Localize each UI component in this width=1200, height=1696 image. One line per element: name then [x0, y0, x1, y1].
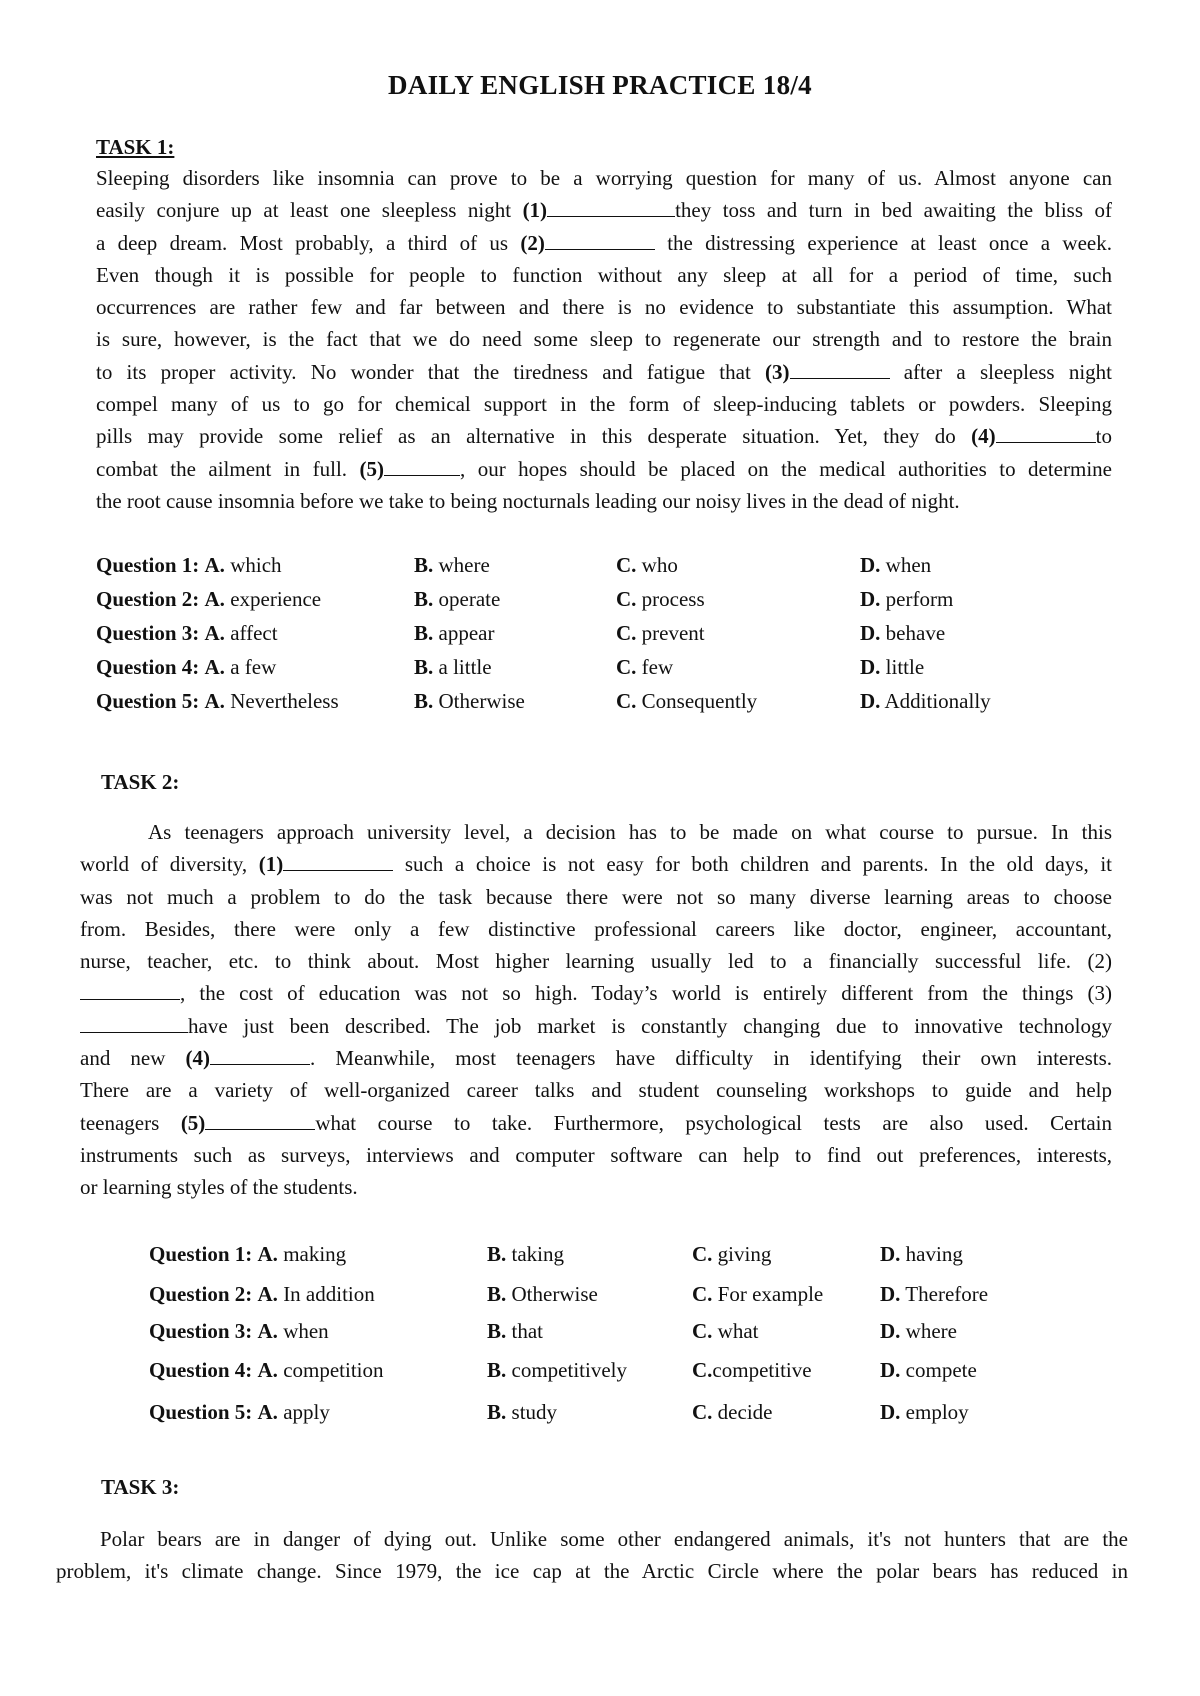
option-d[interactable]	[860, 617, 1050, 651]
option-text: Therefore	[905, 1281, 989, 1306]
option-d[interactable]	[880, 1392, 1060, 1432]
option-letter: A.	[204, 587, 225, 612]
passage-text: Sleeping disorders like insomnia can prove to be a worrying question for many of us. Almost anyone can	[96, 166, 1112, 190]
option-letter: A.	[257, 1399, 278, 1424]
option-text: competitively	[511, 1358, 627, 1382]
task1-line	[96, 162, 1112, 194]
passage-text: to its proper activity. No wonder that the tiredness and fatigue that	[96, 359, 766, 384]
option-d[interactable]	[860, 583, 1050, 617]
answer-blank[interactable]	[384, 457, 460, 476]
option-text: where	[438, 553, 490, 578]
option-b[interactable]	[414, 684, 616, 718]
blank-number: (5)	[359, 456, 384, 481]
option-text: when	[885, 553, 932, 578]
option-text: behave	[885, 620, 946, 645]
option-text: affect	[230, 620, 278, 645]
passage-text: a deep dream. Most probably, a third of us	[96, 230, 521, 255]
answer-blank[interactable]	[790, 360, 890, 379]
option-a[interactable]	[96, 583, 414, 617]
task2-line	[80, 945, 1112, 977]
question-number: Question 2:	[149, 1281, 253, 1306]
passage-text: Even though it is possible for people to function without any sleep at all for a period of time, such	[96, 262, 1112, 287]
option-d[interactable]	[860, 549, 1050, 583]
option-d[interactable]	[880, 1234, 1060, 1274]
option-text: what	[717, 1319, 759, 1343]
option-text: having	[905, 1241, 963, 1266]
option-text: when	[283, 1319, 329, 1343]
option-a[interactable]	[149, 1392, 487, 1432]
option-text: who	[641, 553, 678, 578]
option-text: appear	[438, 620, 495, 645]
option-text: Additionally	[884, 688, 991, 713]
question-number: Question 3:	[149, 1319, 253, 1343]
option-text: which	[230, 553, 282, 578]
option-letter: A.	[257, 1358, 278, 1382]
option-c[interactable]	[692, 1274, 880, 1314]
question-row	[149, 1314, 1060, 1349]
option-d[interactable]	[860, 684, 1050, 718]
option-letter: D.	[880, 1241, 901, 1266]
question-row	[149, 1349, 1060, 1392]
task2-line	[80, 848, 1112, 880]
option-d[interactable]	[860, 650, 1050, 684]
option-text: study	[511, 1399, 558, 1424]
option-letter: B.	[487, 1399, 507, 1424]
option-text: a little	[438, 654, 492, 679]
task1-line	[96, 227, 1112, 259]
option-text: few	[641, 654, 674, 679]
option-text: prevent	[641, 620, 705, 645]
option-text: In addition	[283, 1281, 375, 1306]
passage-text: from. Besides, there were only a few distinctive professional careers like doctor, engineer, accountant,	[80, 916, 1112, 941]
option-letter: C.	[692, 1319, 713, 1343]
passage-text: nurse, teacher, etc. to think about. Most higher learning usually led to a financially successful life. (2)	[80, 949, 1112, 974]
blank-number: (1)	[522, 198, 548, 223]
option-text: that	[511, 1319, 544, 1343]
answer-blank[interactable]	[547, 198, 675, 217]
option-letter: C.	[616, 587, 637, 612]
option-text: decide	[717, 1399, 773, 1424]
answer-blank[interactable]	[205, 1111, 315, 1130]
task1-line	[96, 388, 1112, 420]
task2-line	[80, 1107, 1112, 1139]
option-letter: C.	[692, 1281, 713, 1306]
passage-text: the root cause insomnia before we take to being nocturnals leading our noisy lives in the dead of night.	[96, 488, 960, 513]
option-text: For example	[717, 1281, 824, 1306]
passage-text: combat the ailment in full.	[96, 456, 360, 481]
question-row	[149, 1274, 1060, 1314]
passage-text: compel many of us to go for chemical support in the form of sleep-inducing tablets or powders. Sleeping	[96, 392, 1112, 417]
task2-line	[80, 881, 1112, 913]
blank-number: (4)	[185, 1046, 211, 1071]
passage-text: There are a variety of well-organized career talks and student counseling workshops to guide and help	[80, 1078, 1112, 1103]
question-number: Question 5:	[96, 688, 200, 713]
task3-passage	[56, 1523, 1128, 1588]
question-row	[96, 617, 1050, 651]
blank-number: (3)	[765, 359, 790, 384]
option-letter: D.	[860, 688, 881, 713]
option-c[interactable]	[692, 1392, 880, 1432]
question-number: Question 5:	[149, 1399, 253, 1424]
option-text: Otherwise	[511, 1281, 598, 1306]
option-letter: C.	[616, 654, 637, 679]
option-letter: B.	[487, 1319, 507, 1343]
passage-text: . Meanwhile, most teenagers have difficulty in identifying their own interests.	[310, 1046, 1112, 1071]
option-letter: D.	[880, 1399, 901, 1424]
option-a[interactable]	[96, 549, 414, 583]
question-number: Question 1:	[96, 553, 200, 578]
option-c[interactable]	[692, 1234, 880, 1274]
passage-text: such a choice is not easy for both children and parents. In the old days, it	[393, 852, 1112, 877]
task1-line	[96, 420, 1112, 452]
question-number: Question 1:	[149, 1241, 253, 1266]
option-a[interactable]	[149, 1349, 487, 1392]
task1-line	[96, 453, 1112, 485]
option-letter: D.	[880, 1358, 901, 1382]
question-number: Question 4:	[96, 654, 200, 679]
task2-line	[80, 1139, 1112, 1171]
option-b[interactable]	[487, 1234, 692, 1274]
task2-label: TASK 2:	[101, 770, 180, 794]
option-letter: B.	[414, 688, 434, 713]
option-b[interactable]	[414, 650, 616, 684]
option-b[interactable]	[414, 549, 616, 583]
option-a[interactable]	[149, 1234, 487, 1274]
option-a[interactable]	[96, 617, 414, 651]
passage-text: they toss and turn in bed awaiting the bliss of	[675, 198, 1112, 223]
option-c[interactable]	[616, 549, 860, 583]
option-c[interactable]	[616, 583, 860, 617]
option-letter: C.	[616, 553, 637, 578]
option-text: a few	[230, 654, 277, 679]
option-text: employ	[905, 1399, 969, 1424]
passage-text: to	[1095, 424, 1112, 449]
passage-text: have just been described. The job market is constantly changing due to innovative technology	[188, 1013, 1112, 1038]
question-row	[149, 1392, 1060, 1432]
option-a[interactable]	[96, 684, 414, 718]
option-letter: B.	[414, 587, 434, 612]
option-letter: B.	[414, 553, 434, 578]
passage-text: , the cost of education was not so high. Today’s world is entirely different from the things (3)	[180, 981, 1112, 1006]
task2-line	[80, 816, 1112, 848]
option-text: compete	[905, 1358, 977, 1382]
passage-text: instruments such as surveys, interviews and computer software can help to find out preferences, interests,	[80, 1142, 1112, 1167]
passage-text: the distressing experience at least once a week.	[654, 230, 1112, 255]
option-letter: A.	[204, 620, 225, 645]
task1-line	[96, 356, 1112, 388]
blank-number: (1)	[258, 852, 284, 877]
passage-text: As teenagers approach university level, a decision has to be made on what course to pursue. In this	[148, 820, 1112, 844]
option-text: making	[283, 1241, 347, 1266]
option-letter: A.	[204, 654, 225, 679]
option-letter: D.	[860, 587, 881, 612]
option-letter: C.	[692, 1241, 713, 1266]
option-b[interactable]	[487, 1274, 692, 1314]
task3-line: problem, it's climate change. Since 1979, the ice cap at the Arctic Circle where the polar bears has reduced in	[56, 1559, 1128, 1584]
option-b[interactable]	[487, 1349, 692, 1392]
passage-text: teenagers	[80, 1110, 181, 1135]
passage-text: what course to take. Furthermore, psychological tests are also used. Certain	[315, 1110, 1112, 1135]
option-d[interactable]	[880, 1274, 1060, 1314]
option-letter: D.	[880, 1281, 901, 1306]
option-letter: C.	[692, 1399, 713, 1424]
option-c[interactable]	[692, 1314, 880, 1349]
answer-blank[interactable]	[996, 424, 1096, 443]
option-letter: B.	[487, 1241, 507, 1266]
option-letter: B.	[414, 654, 434, 679]
option-a[interactable]	[149, 1274, 487, 1314]
passage-text: , our hopes should be placed on the medical authorities to determine	[460, 456, 1112, 481]
option-letter: A.	[204, 553, 225, 578]
task2-line	[80, 1010, 1112, 1042]
option-text: perform	[885, 587, 954, 612]
task2-questions	[149, 1234, 1060, 1432]
option-text: competition	[283, 1358, 384, 1382]
option-letter: C.	[616, 620, 637, 645]
option-b[interactable]	[414, 617, 616, 651]
blank-number: (2)	[520, 230, 545, 255]
passage-text: or learning styles of the students.	[80, 1175, 358, 1200]
passage-text: world of diversity,	[80, 852, 259, 877]
option-c[interactable]	[616, 684, 860, 718]
answer-blank[interactable]	[80, 1014, 188, 1033]
option-c[interactable]	[692, 1349, 880, 1392]
passage-text: occurrences are rather few and far between and there is no evidence to substantiate this assumption. What	[96, 295, 1112, 320]
task1-questions	[96, 549, 1050, 718]
task2-line	[80, 913, 1112, 945]
option-text: little	[885, 654, 925, 679]
answer-blank[interactable]	[545, 231, 655, 250]
option-text: apply	[283, 1399, 330, 1424]
question-number: Question 3:	[96, 620, 200, 645]
option-text: where	[905, 1319, 957, 1343]
task1-line	[96, 323, 1112, 355]
option-b[interactable]	[487, 1392, 692, 1432]
option-text: experience	[230, 587, 322, 612]
option-d[interactable]	[880, 1314, 1060, 1349]
task1-line	[96, 291, 1112, 323]
passage-text: is sure, however, is the fact that we do need some sleep to regenerate our strength and to restore the brain	[96, 327, 1112, 352]
option-text: Consequently	[641, 688, 758, 713]
task1-passage	[96, 162, 1112, 517]
task2-line	[80, 977, 1112, 1009]
task2-line	[80, 1042, 1112, 1074]
blank-number: (5)	[180, 1110, 206, 1135]
answer-blank[interactable]	[283, 852, 393, 871]
question-row	[96, 684, 1050, 718]
option-a[interactable]	[96, 650, 414, 684]
task3-line: Polar bears are in danger of dying out. Unlike some other endangered animals, it's not hunters that are the	[100, 1527, 1128, 1551]
option-letter: B.	[487, 1281, 507, 1306]
option-text: Otherwise	[438, 688, 525, 713]
option-letter: D.	[860, 620, 881, 645]
option-letter: B.	[487, 1358, 507, 1382]
option-c[interactable]	[616, 617, 860, 651]
option-letter: D.	[880, 1319, 901, 1343]
question-row	[96, 650, 1050, 684]
option-b[interactable]	[414, 583, 616, 617]
option-c[interactable]	[616, 650, 860, 684]
task1-line	[96, 194, 1112, 226]
option-d[interactable]	[880, 1349, 1060, 1392]
option-letter: D.	[860, 654, 881, 679]
question-number: Question 4:	[149, 1358, 253, 1382]
question-row	[96, 583, 1050, 617]
passage-text: and new	[80, 1046, 186, 1071]
answer-blank[interactable]	[210, 1046, 310, 1065]
option-letter: A.	[257, 1281, 278, 1306]
option-letter: B.	[414, 620, 434, 645]
task2-passage	[80, 816, 1112, 1204]
passage-text: was not much a problem to do the task because there were not so many diverse learning areas to choose	[80, 884, 1112, 909]
option-letter: A.	[257, 1319, 278, 1343]
passage-text: after a sleepless night	[889, 359, 1112, 384]
passage-text: easily conjure up at least one sleepless night	[96, 198, 523, 223]
passage-text: pills may provide some relief as an alternative in this desperate situation. Yet, they do	[96, 424, 972, 449]
task1-line	[96, 485, 1112, 517]
option-letter: A.	[204, 688, 225, 713]
question-row	[96, 549, 1050, 583]
option-text: Nevertheless	[230, 688, 339, 713]
option-a[interactable]	[149, 1314, 487, 1349]
option-text: process	[641, 587, 705, 612]
option-text: giving	[717, 1241, 772, 1266]
task3-label: TASK 3:	[101, 1475, 180, 1499]
page-title: DAILY ENGLISH PRACTICE 18/4	[388, 70, 812, 100]
option-letter: A.	[257, 1241, 278, 1266]
option-b[interactable]	[487, 1314, 692, 1349]
option-text: competitive	[712, 1358, 812, 1382]
blank-number: (4)	[971, 424, 996, 449]
task1-label: TASK 1:	[96, 135, 175, 159]
answer-blank[interactable]	[80, 981, 180, 1000]
task2-line	[80, 1171, 1112, 1203]
option-letter: D.	[860, 553, 881, 578]
question-number: Question 2:	[96, 587, 200, 612]
question-row	[149, 1234, 1060, 1274]
option-letter: C.	[616, 688, 637, 713]
task2-line	[80, 1074, 1112, 1106]
option-letter: C.	[692, 1358, 713, 1382]
option-text: taking	[511, 1241, 565, 1266]
option-text: operate	[438, 587, 501, 612]
task1-line	[96, 259, 1112, 291]
